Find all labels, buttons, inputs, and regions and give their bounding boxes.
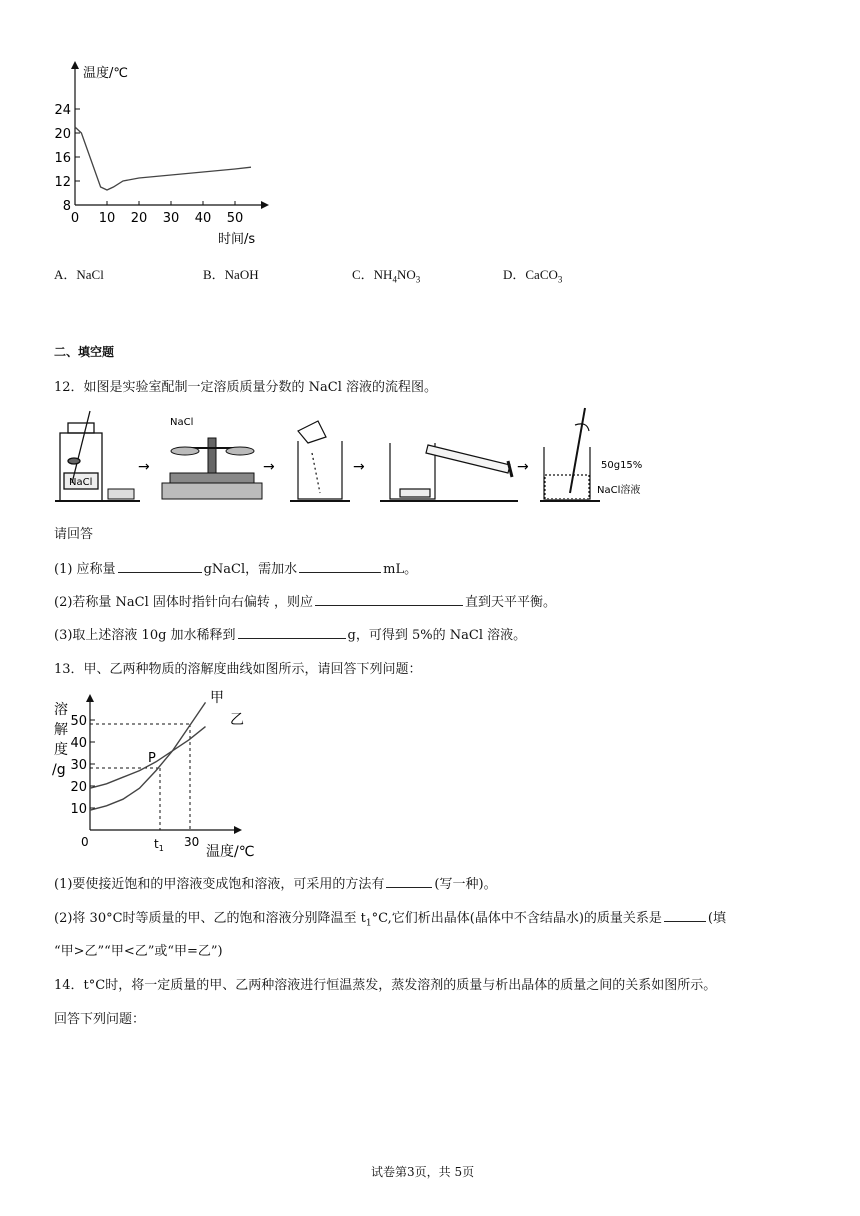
x-tick-label: 0 <box>70 211 80 226</box>
point-p-label: P <box>148 751 156 766</box>
x-tick-label: 40 <box>194 211 212 226</box>
option-a-text: NaCl <box>76 267 104 282</box>
x-tick-30: 30 <box>184 835 200 849</box>
q12-p2-a: (2)若称量 NaCl 固体时指针向右偏转 ，则应 <box>54 595 314 610</box>
beaker-label-1: 50g15% <box>601 460 643 471</box>
beaker-stir-icon <box>540 408 600 501</box>
q13-p2-c: (填 <box>707 911 726 926</box>
series-jia-label: 甲 <box>210 690 224 706</box>
option-c-sub2: 3 <box>415 274 421 285</box>
origin-label: 0 <box>81 835 89 849</box>
q13-part1 <box>54 873 497 892</box>
x-tick-t1-text: t <box>154 837 159 851</box>
y-tick-label: 16 <box>54 151 71 166</box>
q13-p2-sub: 1 <box>365 918 372 929</box>
cylinder-pour-icon <box>380 443 518 501</box>
q13-p1-a: (1)要使接近饱和的甲溶液变成饱和溶液，可采用的方法有 <box>54 877 385 892</box>
q13-blank-2[interactable] <box>664 908 706 922</box>
option-c-label: C． <box>352 267 374 282</box>
guide-lines <box>90 724 190 830</box>
q12-prompt: 请回答 <box>54 527 94 542</box>
q12-stem: 12．如图是实验室配制一定溶质质量分数的 NaCl 溶液的流程图。 <box>54 380 438 395</box>
temperature-curve <box>75 127 251 190</box>
ylabel-char-3: 度 <box>54 742 68 758</box>
x-tick-t1 <box>154 837 164 853</box>
x-tick-label: 30 <box>162 211 180 226</box>
y-tick-label: 40 <box>70 736 87 751</box>
balance-icon <box>162 438 262 499</box>
q13-p2-b: °C,它们析出晶体(晶体中不含结晶水)的质量关系是 <box>371 911 662 926</box>
option-c-text2: NO <box>396 267 416 282</box>
section2-title: 二、填空题 <box>54 345 115 359</box>
beaker-label-2: NaCl溶液 <box>597 485 641 496</box>
q13-part2 <box>54 907 726 929</box>
beaker-funnel-icon <box>290 421 350 501</box>
q12-p3-a: (3)取上述溶液 10g 加水稀释到 <box>54 628 236 643</box>
q14-line2: 回答下列问题： <box>54 1012 146 1027</box>
q14-line1: 14．t°C时，将一定质量的甲、乙两种溶液进行恒温蒸发，蒸发溶剂的质量与析出晶体的质量之间的关系如图所示。 <box>54 978 717 993</box>
page-footer: 试卷第3页，共 5页 <box>371 1165 475 1179</box>
balance-label: NaCl <box>170 417 194 428</box>
option-c-sub1: 4 <box>392 274 397 285</box>
q12-p3-b: g，可得到 5%的 NaCl 溶液。 <box>347 628 527 643</box>
y-tick-label: 24 <box>54 103 71 118</box>
q13-part2-line2: “甲>乙”“甲<乙”或“甲=乙”) <box>54 944 223 959</box>
x-tick-label: 50 <box>226 211 244 226</box>
option-b-text: NaOH <box>224 267 259 282</box>
q12-part2 <box>54 591 556 610</box>
q13-stem: 13．甲、乙两种物质的溶解度曲线如图所示，请回答下列问题： <box>54 662 422 677</box>
q12-blank-1[interactable] <box>118 559 202 573</box>
q12-p2-b: 直到天平平衡。 <box>465 595 557 610</box>
q12-blank-2[interactable] <box>299 559 381 573</box>
x-tick-t1-sub: 1 <box>158 844 164 853</box>
y-tick-label: 10 <box>70 802 87 817</box>
y-tick-label: 20 <box>54 127 71 142</box>
arrow-4: → <box>517 459 529 475</box>
q12-p1-c: mL。 <box>383 562 418 577</box>
q13-p2-a: (2)将 30°C时等质量的甲、乙的饱和溶液分别降温至 t <box>54 911 366 926</box>
q11-option-d[interactable] <box>503 264 562 285</box>
q12-blank-3[interactable] <box>315 592 463 606</box>
arrow-1: → <box>138 459 150 475</box>
option-b-label: B． <box>203 267 225 282</box>
x-tick-label: 20 <box>130 211 148 226</box>
series-yi-label: 乙 <box>230 712 244 728</box>
option-c-text: NH <box>373 267 393 282</box>
q13-blank-1[interactable] <box>386 874 432 888</box>
ylabel-char-2: 解 <box>54 722 68 738</box>
y-tick-label: 8 <box>62 199 71 214</box>
chart1-ylabel: 温度/℃ <box>83 66 128 81</box>
q12-part3 <box>54 624 526 643</box>
ylabel-char-1: 溶 <box>54 702 68 718</box>
arrow-2: → <box>263 459 275 475</box>
q13-p1-b: (写一种)。 <box>434 877 497 892</box>
q12-lab-figure <box>50 403 660 508</box>
q12-part1 <box>54 558 417 577</box>
q11-option-c[interactable] <box>352 264 420 285</box>
q12-blank-4[interactable] <box>238 625 346 639</box>
q11-option-b[interactable] <box>203 264 259 283</box>
chart1-xlabel: 时间/s <box>218 232 256 247</box>
option-d-sub1: 3 <box>557 274 563 285</box>
ylabel-char-4: /g <box>52 762 66 778</box>
q12-p1-b: gNaCl，需加水 <box>203 562 298 577</box>
arrow-3: → <box>353 459 365 475</box>
y-tick-label: 12 <box>54 175 71 190</box>
y-tick-label: 30 <box>70 758 87 773</box>
option-d-label: D． <box>503 267 526 282</box>
q12-p1-a: (1) 应称量 <box>54 562 116 577</box>
solubility-chart <box>48 684 268 859</box>
q11-option-a[interactable] <box>54 264 104 283</box>
chart2-xlabel: 温度/℃ <box>206 844 255 859</box>
jar-label: NaCl <box>69 477 93 488</box>
option-d-text: CaCO <box>525 267 558 282</box>
y-tick-label: 50 <box>70 714 87 729</box>
y-tick-label: 20 <box>70 780 87 795</box>
x-tick-label: 10 <box>98 211 116 226</box>
temperature-time-chart <box>50 55 280 250</box>
option-a-label: A． <box>54 267 77 282</box>
